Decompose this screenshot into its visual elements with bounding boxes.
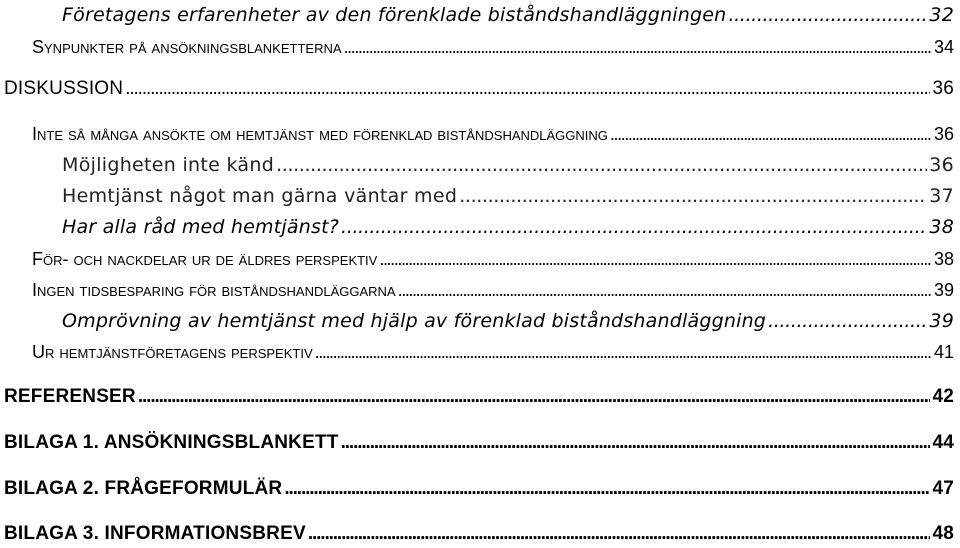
toc-entry-page: 48 [932,523,954,544]
toc-leader-dots [308,524,931,543]
toc-entry[interactable] [32,250,954,268]
toc-entry-page: 32 [929,4,954,26]
toc-entry-title: Ur hemtjänstföretagens perspektiv [32,342,313,362]
toc-entry[interactable] [32,125,954,143]
toc-entry-page: 41 [933,342,954,362]
toc-entry[interactable] [32,38,954,56]
toc-entry-page: 42 [932,386,954,407]
toc-entry[interactable] [4,479,954,498]
toc-entry-page: 34 [933,37,954,57]
toc-entry[interactable] [4,79,954,98]
toc-leader-dots [459,187,927,206]
toc-entry-title: BILAGA 2. FRÅGEFORMULÄR [4,478,283,499]
toc-leader-dots [610,125,932,143]
toc-leader-dots [728,6,927,25]
toc-entry[interactable] [62,218,954,237]
toc-entry[interactable] [62,312,954,331]
toc-entry-title: BILAGA 3. INFORMATIONSBREV [4,523,306,544]
toc-entry-title: Har alla råd med hemtjänst? [62,216,340,238]
toc-leader-dots [138,387,931,406]
toc-entry[interactable] [32,343,954,361]
toc-leader-dots [344,38,932,56]
toc-leader-dots [768,312,927,331]
toc-entry[interactable] [62,187,954,206]
toc-entry-title: Omprövning av hemtjänst med hjälp av förenklad biståndshandläggning [62,310,767,332]
toc-entry[interactable] [4,387,954,406]
toc-entry[interactable] [62,6,954,25]
toc-entry-title: Synpunkter på ansökningsblanketterna [32,37,342,57]
toc-entry-page: 37 [929,185,954,207]
toc-entry[interactable] [62,156,954,175]
toc-leader-dots [341,218,927,237]
toc-entry-title: BILAGA 1. ANSÖKNINGSBLANKETT [4,432,339,453]
toc-entry-page: 44 [932,432,954,453]
toc-leader-dots [125,79,930,98]
toc-entry-title: Företagens erfarenheter av den förenklade biståndshandläggningen [62,4,727,26]
toc-entry-page: 39 [929,310,954,332]
toc-entry-title: Inte så många ansökte om hemtjänst med förenklad biståndshandläggning [32,124,608,144]
toc-leader-dots [284,479,930,498]
toc-entry[interactable] [4,524,954,543]
toc-leader-dots [276,156,927,175]
toc-entry-page: 36 [933,124,954,144]
toc-entry[interactable] [32,281,954,299]
toc-entry-title: DISKUSSION [4,78,124,99]
toc-entry-title: För- och nackdelar ur de äldres perspektiv [32,249,378,269]
toc-entry-title: Möjligheten inte känd [62,154,275,176]
toc-entry-page: 36 [932,78,954,99]
toc-entry-title: REFERENSER [4,386,136,407]
toc-entry[interactable] [4,433,954,452]
toc-leader-dots [379,250,932,268]
toc-leader-dots [315,343,932,361]
toc-entry-page: 47 [932,478,954,499]
toc-entry-page: 38 [933,249,954,269]
toc-entry-page: 39 [933,280,954,300]
toc-entry-page: 38 [929,216,954,238]
toc-leader-dots [341,433,931,452]
toc-entry-page: 36 [929,154,954,176]
toc-entry-title: Hemtjänst något man gärna väntar med [62,185,458,207]
toc-leader-dots [398,281,932,299]
toc-entry-title: Ingen tidsbesparing för biståndshandläggarna [32,280,396,300]
